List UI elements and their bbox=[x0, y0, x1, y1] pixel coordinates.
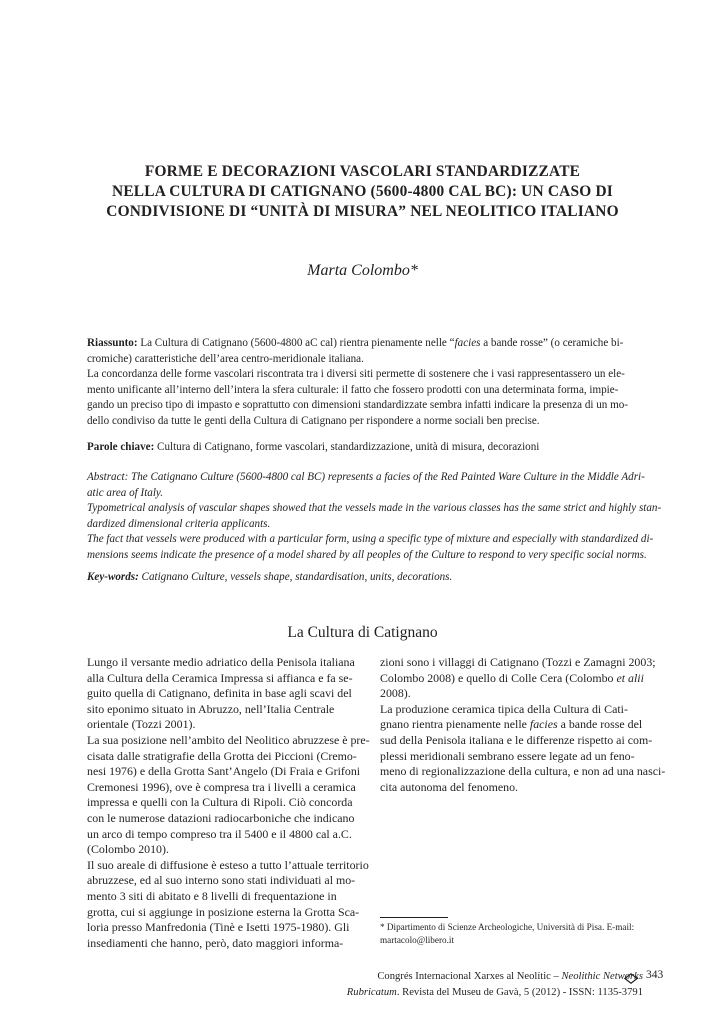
riassunto-line: dello condiviso da tutte le genti della Cultura di Catignano per rispondere a norme sociali ben precise. bbox=[87, 414, 540, 427]
body-line: con le numerose datazioni radiocarboniche che indicano bbox=[87, 810, 355, 825]
footnote-divider bbox=[380, 917, 448, 918]
title-line: CONDIVISIONE DI “UNITÀ DI MISURA” NEL NEOLITICO ITALIANO bbox=[106, 203, 619, 220]
riassunto-line: Riassunto: La Cultura di Catignano (5600-4800 aC cal) rientra pienamente nelle “facies a bande rosse” (o ceramiche bi- bbox=[87, 337, 624, 349]
footer-line: Congrés Internacional Xarxes al Neolític – Neolithic Networks bbox=[377, 971, 643, 982]
body-line: cisata dalle stratigrafie della Grotta dei Piccioni (Cremo- bbox=[87, 748, 357, 763]
body-line: alla Cultura della Ceramica Impressa si affianca e fa se- bbox=[87, 670, 353, 685]
body-line: un arco di tempo compreso tra il 5400 e il 4800 cal a.C. bbox=[87, 826, 352, 841]
body-line: loria presso Manfredonia (Tinè e Isetti 1975-1980). Gli bbox=[87, 920, 350, 935]
footnote bbox=[380, 921, 658, 946]
body-line: orientale (Tozzi 2001). bbox=[87, 717, 196, 732]
body-line: cita autonoma del fenomeno. bbox=[380, 779, 519, 794]
abstract-line: mensions seems indicate the presence of a model shared by all peoples of the Culture to respond to very specific social norms. bbox=[87, 548, 647, 561]
body-line: sud della Penisola italiana e le differenze rispetto ai com- bbox=[380, 732, 653, 747]
right-column bbox=[380, 655, 666, 795]
riassunto-line: gando un preciso tipo di impasto e soprattutto con dimensioni standardizzate sembra infatti indicare la presenza di un mo- bbox=[87, 399, 628, 412]
riassunto-block bbox=[87, 336, 659, 430]
body-line: abruzzese, ed al suo interno sono stati individuati al mo- bbox=[87, 873, 356, 888]
section-heading: La Cultura di Catignano bbox=[287, 624, 438, 641]
keywords: Key-words: Catignano Culture, vessels shape, standardisation, units, decorations. bbox=[87, 571, 453, 583]
footer-line: Rubricatum. Revista del Museu de Gavà, 5 (2012) - ISSN: 1135-3791 bbox=[346, 987, 643, 998]
parole-chiave: Parole chiave: Cultura di Catignano, forme vascolari, standardizzazione, unità di misura, decorazioni bbox=[87, 441, 540, 453]
body-line: La produzione ceramica tipica della Cultura di Cati- bbox=[380, 701, 628, 716]
body-line: gnano rientra pienamente nelle facies a bande rosse del bbox=[380, 717, 643, 732]
body-line: impressa e quelli con la Cultura di Ripoli. Ciò concorda bbox=[87, 795, 353, 810]
title-line: NELLA CULTURA DI CATIGNANO (5600-4800 CAL BC): UN CASO DI bbox=[112, 183, 613, 200]
body-line: 2008). bbox=[380, 686, 411, 701]
riassunto-line: mento unificante all’interno dell’intera la sfera culturale: il fatto che fossero prodotti con una determinata forma, impie- bbox=[87, 383, 619, 396]
page-footer bbox=[347, 969, 643, 1001]
body-line: meno di regionalizzazione della cultura, e non ad una nasci- bbox=[380, 764, 666, 779]
body-line: Cremonesi 1996), ove è compresa tra i livelli a ceramica bbox=[87, 779, 356, 794]
footnote-email: martacolo@libero.it bbox=[380, 934, 455, 945]
title-line: FORME E DECORAZIONI VASCOLARI STANDARDIZZATE bbox=[144, 163, 581, 180]
footnote-line: * Dipartimento di Scienze Archeologiche, Università di Pisa. E-mail: bbox=[380, 922, 635, 932]
body-line: grotta, cui si aggiunge in posizione esterna la Grotta Sca- bbox=[87, 904, 360, 919]
body-line: nesi 1976) e della Grotta Sant’Angelo (Di Fraia e Grifoni bbox=[87, 764, 361, 779]
body-line: guito quella di Catignano, definita in base agli scavi del bbox=[87, 686, 352, 701]
abstract-line: dardized dimensional criteria applicants. bbox=[87, 517, 271, 530]
diamond-icon bbox=[624, 973, 638, 984]
body-line: insediamenti che hanno, però, dato maggiori informa- bbox=[87, 935, 344, 950]
left-column bbox=[87, 655, 370, 951]
body-line: sito eponimo situato in Abruzzo, nell’Italia Centrale bbox=[87, 701, 335, 716]
abstract-line: Typometrical analysis of vascular shapes showed that the vessels made in the various classes has the same strict and highly stan- bbox=[87, 502, 662, 515]
body-line: La sua posizione nell’ambito del Neolitico abruzzese è pre- bbox=[87, 732, 370, 747]
body-line: zioni sono i villaggi di Catignano (Tozzi e Zamagni 2003; bbox=[380, 655, 656, 669]
riassunto-line: cromiche) caratteristiche dell’area centro-meridionale italiana. bbox=[87, 352, 364, 365]
abstract-line: atic area of Italy. bbox=[87, 486, 163, 499]
body-line: Lungo il versante medio adriatico della Penisola italiana bbox=[87, 655, 355, 669]
body-line: plessi meridionali sembrano essere legate ad un feno- bbox=[380, 748, 635, 763]
keywords-label: Key-words: bbox=[87, 571, 139, 583]
body-line: Colombo 2008) e quello di Colle Cera (Colombo et alii bbox=[380, 670, 644, 685]
paper-title bbox=[60, 162, 665, 222]
abstract-line: Abstract: The Catignano Culture (5600-4800 cal BC) represents a facies of the Red Painted Ware Culture in the Middle Adri- bbox=[87, 471, 645, 483]
abstract-block bbox=[87, 470, 662, 564]
parole-chiave-label: Parole chiave: bbox=[87, 441, 155, 453]
riassunto-line: La concordanza delle forme vascolari riscontrata tra i diversi siti permette di sostenere che i vasi rappresentassero un ele- bbox=[87, 368, 625, 381]
riassunto-label: Riassunto: bbox=[87, 337, 138, 349]
page-number: 343 bbox=[646, 969, 664, 981]
body-line: mento 3 siti di abitato e 8 livelli di frequentazione in bbox=[87, 888, 337, 903]
body-line: Il suo areale di diffusione è esteso a tutto l’attuale territorio bbox=[87, 857, 369, 872]
author-name: Marta Colombo* bbox=[307, 262, 418, 279]
abstract-line: The fact that vessels were produced with a particular form, using a specific type of mixture and especially with standardized di- bbox=[87, 533, 654, 546]
body-line: (Colombo 2010). bbox=[87, 842, 169, 857]
